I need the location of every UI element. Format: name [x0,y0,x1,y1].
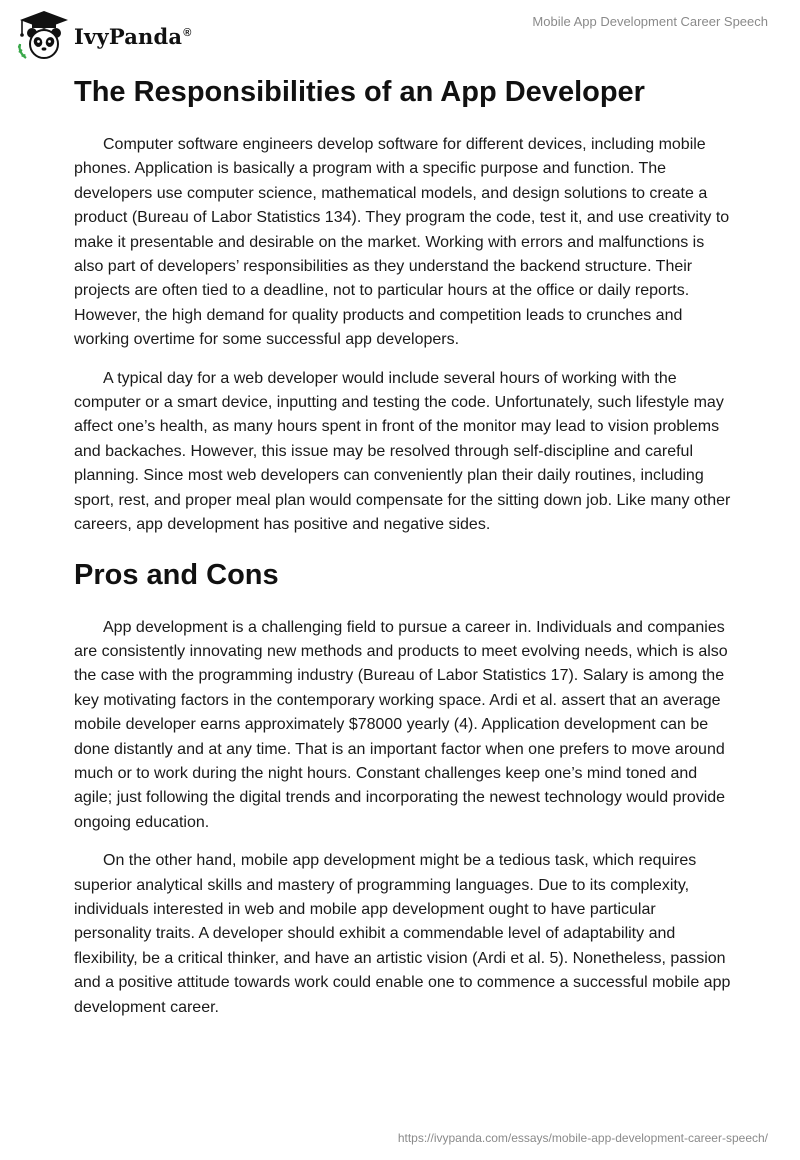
source-url-link[interactable]: https://ivypanda.com/essays/mobile-app-development-career-speech/ [397,1131,768,1145]
paragraph: On the other hand, mobile app development might be a tedious task, which requires superior analytical skills and mastery of programming languages. Due to its complexity, individuals interested in web and mobile app development ought to have particular personality traits. A developer should exhibit a commendable level of adaptability and flexibility, be a critical thinker, and have an artistic vision (Ardi et al. 5). Nonetheless, passion and a positive attitude towards work could enable one to commence a successful mobile app development career. [74,852,731,1016]
section-heading-pros-and-cons: Pros and Cons [74,558,279,591]
page-header [0,0,800,70]
section-heading-responsibilities: The Responsibilities of an App Developer [74,76,645,108]
ivypanda-logo[interactable] [14,8,192,60]
paragraph: Computer software engineers develop software for different devices, including mobile phones. Application is basically a program with a specific purpose and function. The developers use computer science, mathematical models, and design solutions to create a product (Bureau of Labor Statistics 134). They program the code, test it, and use creativity to make it presentable and desirable on the market. Working with errors and malfunctions is also part of developers’ responsibilities as they understand the backend structure. Their projects are often tied to a deadline, not to particular hours at the office or daily reports. However, the high demand for quality products and competition leads to crunches and working overtime for some successful app developers. [74,136,730,349]
panda-graduate-icon [14,8,72,60]
paragraph: A typical day for a web developer would include several hours of working with the computer or a smart device, inputting and testing the code. Unfortunately, such lifestyle may affect one’s health, as many hours spent in front of the monitor may lead to vision problems and backaches. However, this issue may be resolved through self-discipline and careful planning. Since most web developers can conveniently plan their daily routines, including sport, rest, and proper meal plan would compensate for the sitting down job. Like many other careers, app development has positive and negative sides. [74,369,731,534]
brand-name: IvyPanda® [74,23,192,49]
paragraph: App development is a challenging field to pursue a career in. Individuals and companies are consistently innovating new methods and products to meet evolving needs, which is also the case with the programming industry (Bureau of Labor Statistics 17). Salary is among the key motivating factors in the contemporary working space. Ardi et al. assert that an average mobile developer earns approximately $78000 yearly (4). Application development can be done distantly and at any time. That is an important factor when one prefers to move around much or to work during the night hours. Constant challenges keep one’s mind toned and agile; just following the digital trends and incorporating the newest technology would provide ongoing education. [74,618,728,831]
document-title: Mobile App Development Career Speech [532,14,768,29]
essay-content [74,70,734,1020]
registered-mark: ® [183,26,192,39]
